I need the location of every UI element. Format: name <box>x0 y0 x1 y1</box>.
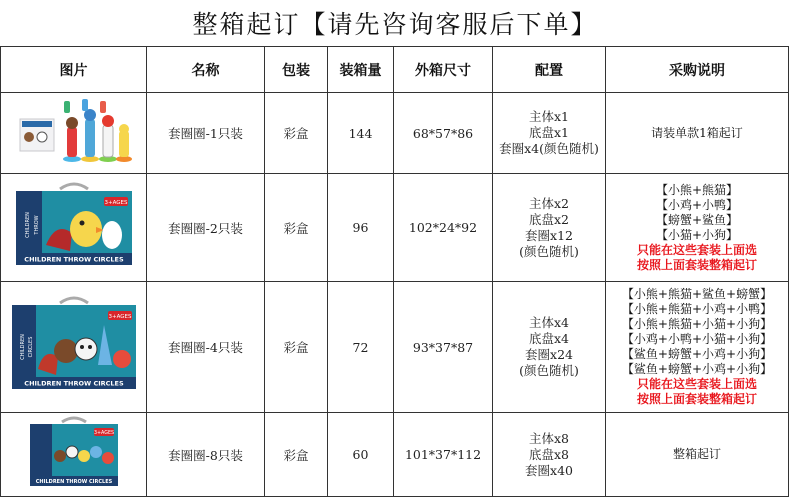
combo-option: 【鲨鱼+螃蟹+小鸡+小狗】 <box>621 347 773 361</box>
config-line: 底盘x2 <box>528 211 569 227</box>
carton-qty: 96 <box>328 174 394 282</box>
product-image-cell <box>1 282 147 413</box>
header-purchase-notes: 采购说明 <box>606 47 789 93</box>
box-age-badge: 3+AGES <box>107 314 132 320</box>
purchase-note <box>606 174 789 282</box>
config-line: 套圈x24 <box>525 347 573 362</box>
product-table <box>0 46 789 497</box>
two-pack-gift-box-photo <box>12 181 136 271</box>
config-line: 主体x8 <box>528 430 569 446</box>
product-name: 套圈圈-2只装 <box>147 174 265 282</box>
config-line: 主体x2 <box>528 195 569 211</box>
combo-option: 【小熊+熊猫+鲨鱼+螃蟹】 <box>621 287 773 301</box>
config-line: 套圈x12 <box>525 227 573 243</box>
table-row <box>1 413 789 497</box>
config-line: (颜色随机) <box>519 243 579 259</box>
box-brand-text: CIRCLES <box>27 336 34 358</box>
combo-option: 【小鸡+小鸭】 <box>655 197 739 212</box>
combo-option: 【小猫+小狗】 <box>655 227 739 242</box>
product-image-cell <box>1 93 147 174</box>
carton-size: 102*24*92 <box>394 174 493 282</box>
config <box>493 282 606 413</box>
header-carton-qty: 装箱量 <box>328 47 394 93</box>
header-row <box>1 47 789 93</box>
carton-qty: 144 <box>328 93 394 174</box>
box-brand-text: CHILDREN <box>24 211 31 238</box>
header-config: 配置 <box>493 47 606 93</box>
carton-size: 68*57*86 <box>394 93 493 174</box>
config-line: 主体x4 <box>528 315 569 330</box>
purchase-note <box>606 282 789 413</box>
product-image-cell <box>1 413 147 497</box>
page-title: 整箱起订【请先咨询客服后下单】 <box>192 10 598 39</box>
product-image-cell <box>1 174 147 282</box>
box-banner-text: CHILDREN THROW CIRCLES <box>35 478 112 485</box>
combo-option: 【小鸡+小鸭+小猫+小狗】 <box>621 332 773 346</box>
packaging: 彩盒 <box>265 93 328 174</box>
table-row <box>1 282 789 413</box>
box-age-badge: 3+AGES <box>103 199 128 206</box>
carton-size: 101*37*112 <box>394 413 493 497</box>
header-image: 图片 <box>1 47 147 93</box>
product-name: 套圈圈-4只装 <box>147 282 265 413</box>
config-line: 主体x1 <box>528 109 569 124</box>
combo-option: 【小熊+熊猫+小鸡+小鸭】 <box>621 302 773 316</box>
warning-text: 只能在这些套装上面选 <box>636 377 757 391</box>
combo-option: 【小熊+熊猫】 <box>655 182 739 197</box>
config-line: 套圈x4(颜色随机) <box>499 141 599 156</box>
config <box>493 93 606 174</box>
packaging: 彩盒 <box>265 413 328 497</box>
header-carton-size: 外箱尺寸 <box>394 47 493 93</box>
combo-option: 【螃蟹+鲨鱼】 <box>655 212 739 227</box>
carton-size: 93*37*87 <box>394 282 493 413</box>
config-line: (颜色随机) <box>519 363 579 378</box>
header-name: 名称 <box>147 47 265 93</box>
config-line: 底盘x1 <box>528 125 569 140</box>
config-line: 套圈x40 <box>525 462 573 478</box>
box-age-badge: 3+AGES <box>93 430 114 436</box>
box-banner-text: CHILDREN THROW CIRCLES <box>23 255 124 263</box>
warning-text: 只能在这些套装上面选 <box>636 242 757 257</box>
carton-qty: 72 <box>328 282 394 413</box>
config <box>493 413 606 497</box>
eight-pack-gift-box-photo <box>26 416 122 490</box>
carton-qty: 60 <box>328 413 394 497</box>
packaging: 彩盒 <box>265 282 328 413</box>
config <box>493 174 606 282</box>
purchase-note <box>606 93 789 174</box>
header-packaging: 包装 <box>265 47 328 93</box>
box-banner-text: CHILDREN THROW CIRCLES <box>23 379 124 388</box>
note-line: 整箱起订 <box>672 447 721 461</box>
config-line: 底盘x4 <box>528 331 569 346</box>
config-line: 底盘x8 <box>528 446 569 462</box>
product-name: 套圈圈-8只装 <box>147 413 265 497</box>
single-figure-product-photo <box>14 97 134 165</box>
note-line: 请装单款1箱起订 <box>651 125 743 140</box>
warning-text: 按照上面套装整箱起订 <box>636 392 757 406</box>
product-name: 套圈圈-1只装 <box>147 93 265 174</box>
box-brand-text: CHILDREN <box>19 334 26 360</box>
combo-option: 【鲨鱼+螃蟹+小鸡+小狗】 <box>621 362 773 376</box>
table-row <box>1 174 789 282</box>
table-row <box>1 93 789 174</box>
combo-option: 【小熊+熊猫+小猫+小狗】 <box>621 317 773 331</box>
four-pack-gift-box-photo <box>8 295 140 395</box>
purchase-note <box>606 413 789 497</box>
box-brand-text: THROW <box>33 214 40 235</box>
packaging: 彩盒 <box>265 174 328 282</box>
warning-text: 按照上面套装整箱起订 <box>636 257 757 272</box>
